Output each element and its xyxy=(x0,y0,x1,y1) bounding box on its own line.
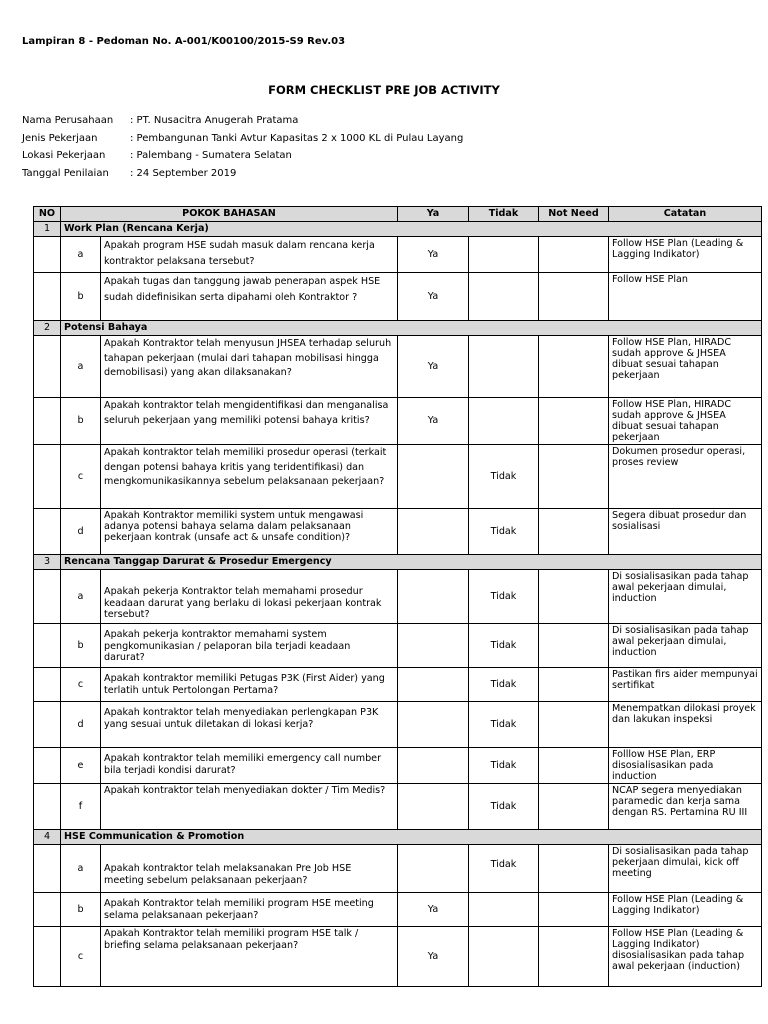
answer-ya xyxy=(398,668,469,702)
header-not-need: Not Need xyxy=(539,207,609,222)
table-row xyxy=(34,845,762,893)
form-title: FORM CHECKLIST PRE JOB ACTIVITY xyxy=(268,83,500,97)
section-row xyxy=(34,555,762,570)
answer-not-need xyxy=(539,668,609,702)
info-label: Lokasi Pekerjaan xyxy=(22,150,106,161)
item-question: Apakah kontraktor telah mengidentifikasi dan menganalisa seluruh pekerjaan yang memiliki potensi bahaya kritis? xyxy=(101,398,398,445)
info-block xyxy=(22,115,463,185)
answer-tidak: Tidak xyxy=(469,445,539,509)
section-title: HSE Communication & Promotion xyxy=(61,830,762,845)
section-row xyxy=(34,222,762,237)
answer-not-need xyxy=(539,702,609,748)
item-letter: f xyxy=(61,784,101,830)
answer-tidak: Tidak xyxy=(469,668,539,702)
item-letter: a xyxy=(61,570,101,624)
item-note: Di sosialisasikan pada tahap pekerjaan dimulai, kick off meeting xyxy=(609,845,762,893)
answer-tidak xyxy=(469,893,539,927)
item-question: Apakah tugas dan tanggung jawab penerapan aspek HSE sudah didefinisikan serta dipahami oleh Kontraktor ? xyxy=(101,273,398,321)
answer-tidak: Tidak xyxy=(469,570,539,624)
answer-not-need xyxy=(539,336,609,398)
answer-tidak xyxy=(469,336,539,398)
answer-ya xyxy=(398,624,469,668)
item-question: Apakah kontraktor telah memiliki prosedur operasi (terkait dengan potensi bahaya kritis yang teridentifikasi) dan mengkomunikasikannya sebelum pelaksanaan pekerjaan? xyxy=(101,445,398,509)
answer-ya xyxy=(398,784,469,830)
item-note: Segera dibuat prosedur dan sosialisasi xyxy=(609,509,762,555)
answer-tidak: Tidak xyxy=(469,509,539,555)
table-row xyxy=(34,273,762,321)
item-note: Follow HSE Plan xyxy=(609,273,762,321)
answer-not-need xyxy=(539,570,609,624)
answer-not-need xyxy=(539,445,609,509)
item-note: Follow HSE Plan (Leading & Lagging Indikator) xyxy=(609,893,762,927)
answer-tidak xyxy=(469,927,539,987)
item-letter: a xyxy=(61,237,101,273)
answer-not-need xyxy=(539,624,609,668)
answer-not-need xyxy=(539,398,609,445)
header-ya: Ya xyxy=(398,207,469,222)
item-letter: a xyxy=(61,336,101,398)
answer-tidak xyxy=(469,237,539,273)
answer-not-need xyxy=(539,784,609,830)
item-note: Pastikan firs aider mempunyai sertifikat xyxy=(609,668,762,702)
section-row xyxy=(34,830,762,845)
header-topic: POKOK BAHASAN xyxy=(61,207,398,222)
answer-tidak: Tidak xyxy=(469,748,539,784)
answer-ya xyxy=(398,748,469,784)
item-note: Follow HSE Plan (Leading & Lagging Indikator) disosialisasikan pada tahap awal pekerjaan (induction) xyxy=(609,927,762,987)
answer-ya: Ya xyxy=(398,927,469,987)
header-tidak: Tidak xyxy=(469,207,539,222)
table-row xyxy=(34,748,762,784)
item-question: Apakah pekerja Kontraktor telah memahami prosedur keadaan darurat yang berlaku di lokasi pekerjaan kontrak tersebut? xyxy=(101,570,398,624)
item-note: Di sosialisasikan pada tahap awal pekerjaan dimulai, induction xyxy=(609,624,762,668)
item-letter: c xyxy=(61,668,101,702)
info-label: Tanggal Penilaian xyxy=(22,167,109,179)
info-value: : 24 September 2019 xyxy=(130,167,237,179)
item-note: Follow HSE Plan, HIRADC sudah approve & JHSEA dibuat sesuai tahapan pekerjaan xyxy=(609,398,762,445)
item-letter: a xyxy=(61,845,101,893)
answer-ya xyxy=(398,445,469,509)
table-row xyxy=(34,570,762,624)
item-letter: b xyxy=(61,624,101,668)
table-row xyxy=(34,509,762,555)
answer-tidak: Tidak xyxy=(469,784,539,830)
item-question: Apakah Kontraktor telah memiliki program HSE meeting selama pelaksanaan pekerjaan? xyxy=(101,893,398,927)
item-question: Apakah program HSE sudah masuk dalam rencana kerja kontraktor pelaksana tersebut? xyxy=(101,237,398,273)
item-question: Apakah pekerja kontraktor memahami system pengkomunikasian / pelaporan bila terjadi keadaan darurat? xyxy=(101,624,398,668)
item-letter: c xyxy=(61,445,101,509)
answer-tidak xyxy=(469,273,539,321)
item-letter: c xyxy=(61,927,101,987)
item-question: Apakah Kontraktor telah menyusun JHSEA terhadap seluruh tahapan pekerjaan (mulai dari tahapan mobilisasi hingga demobilisasi) yang akan dilaksanakan? xyxy=(101,336,398,398)
section-number: 1 xyxy=(34,222,61,237)
info-date xyxy=(22,168,463,186)
info-value: : Palembang - Sumatera Selatan xyxy=(130,150,292,161)
section-title: Potensi Bahaya xyxy=(61,321,762,336)
answer-not-need xyxy=(539,927,609,987)
table-header-row xyxy=(34,207,762,222)
info-location xyxy=(22,150,463,168)
section-number: 3 xyxy=(34,555,61,570)
table-row xyxy=(34,445,762,509)
answer-not-need xyxy=(539,509,609,555)
item-question: Apakah Kontraktor telah memiliki program HSE talk / briefing selama pelaksanaan pekerjaan? xyxy=(101,927,398,987)
item-question: Apakah Kontraktor memiliki system untuk mengawasi adanya potensi bahaya selama dalam pelaksanaan pekerjaan kontrak (unsafe act & unsafe condition)? xyxy=(101,509,398,555)
table-row xyxy=(34,927,762,987)
answer-not-need xyxy=(539,748,609,784)
section-number: 4 xyxy=(34,830,61,845)
item-note: Follow HSE Plan (Leading & Lagging Indikator) xyxy=(609,237,762,273)
answer-tidak: Tidak xyxy=(469,624,539,668)
item-letter: e xyxy=(61,748,101,784)
item-letter: b xyxy=(61,893,101,927)
answer-ya: Ya xyxy=(398,237,469,273)
table-row xyxy=(34,784,762,830)
answer-not-need xyxy=(539,237,609,273)
answer-ya: Ya xyxy=(398,398,469,445)
table-row xyxy=(34,702,762,748)
answer-not-need xyxy=(539,273,609,321)
item-question: Apakah kontraktor telah menyediakan perlengkapan P3K yang sesuai untuk diletakan di lokasi kerja? xyxy=(101,702,398,748)
item-note: Dokumen prosedur operasi, proses review xyxy=(609,445,762,509)
table-row xyxy=(34,398,762,445)
item-letter: d xyxy=(61,509,101,555)
table-row xyxy=(34,893,762,927)
answer-tidak: Tidak xyxy=(469,845,539,893)
answer-ya xyxy=(398,702,469,748)
answer-ya: Ya xyxy=(398,273,469,321)
answer-not-need xyxy=(539,893,609,927)
item-letter: b xyxy=(61,273,101,321)
item-letter: d xyxy=(61,702,101,748)
item-note: Follow HSE Plan, HIRADC sudah approve & JHSEA dibuat sesuai tahapan pekerjaan xyxy=(609,336,762,398)
info-company xyxy=(22,115,463,133)
answer-ya xyxy=(398,845,469,893)
info-label: Nama Perusahaan xyxy=(22,115,114,126)
info-value: : PT. Nusacitra Anugerah Pratama xyxy=(130,115,299,126)
answer-tidak xyxy=(469,398,539,445)
header-notes: Catatan xyxy=(609,207,762,222)
checklist-table xyxy=(33,206,762,987)
answer-tidak: Tidak xyxy=(469,702,539,748)
item-question: Apakah kontraktor telah menyediakan dokter / Tim Medis? xyxy=(101,784,398,830)
section-number: 2 xyxy=(34,321,61,336)
item-note: Menempatkan dilokasi proyek dan lakukan inspeksi xyxy=(609,702,762,748)
item-question: Apakah kontraktor memiliki Petugas P3K (First Aider) yang terlatih untuk Pertolongan Pertama? xyxy=(101,668,398,702)
item-note: Folllow HSE Plan, ERP disosialisasikan pada induction xyxy=(609,748,762,784)
answer-ya xyxy=(398,509,469,555)
table-row xyxy=(34,336,762,398)
item-letter: b xyxy=(61,398,101,445)
section-row xyxy=(34,321,762,336)
table-row xyxy=(34,668,762,702)
answer-ya xyxy=(398,570,469,624)
item-question: Apakah kontraktor telah melaksanakan Pre Job HSE meeting sebelum pelaksanaan pekerjaan? xyxy=(101,845,398,893)
info-value: : Pembangunan Tanki Avtur Kapasitas 2 x 1000 KL di Pulau Layang xyxy=(130,132,464,144)
table-row xyxy=(34,237,762,273)
answer-not-need xyxy=(539,845,609,893)
item-note: NCAP segera menyediakan paramedic dan kerja sama dengan RS. Pertamina RU III xyxy=(609,784,762,830)
table-row xyxy=(34,624,762,668)
answer-ya: Ya xyxy=(398,336,469,398)
section-title: Work Plan (Rencana Kerja) xyxy=(61,222,762,237)
section-title: Rencana Tanggap Darurat & Prosedur Emergency xyxy=(61,555,762,570)
answer-ya: Ya xyxy=(398,893,469,927)
item-note: Di sosialisasikan pada tahap awal pekerjaan dimulai, induction xyxy=(609,570,762,624)
document-reference: Lampiran 8 - Pedoman No. A-001/K00100/2015-S9 Rev.03 xyxy=(22,36,346,47)
info-label: Jenis Pekerjaan xyxy=(22,132,98,144)
item-question: Apakah kontraktor telah memiliki emergency call number bila terjadi kondisi darurat? xyxy=(101,748,398,784)
info-job-type xyxy=(22,133,463,151)
header-no: NO xyxy=(34,207,61,222)
